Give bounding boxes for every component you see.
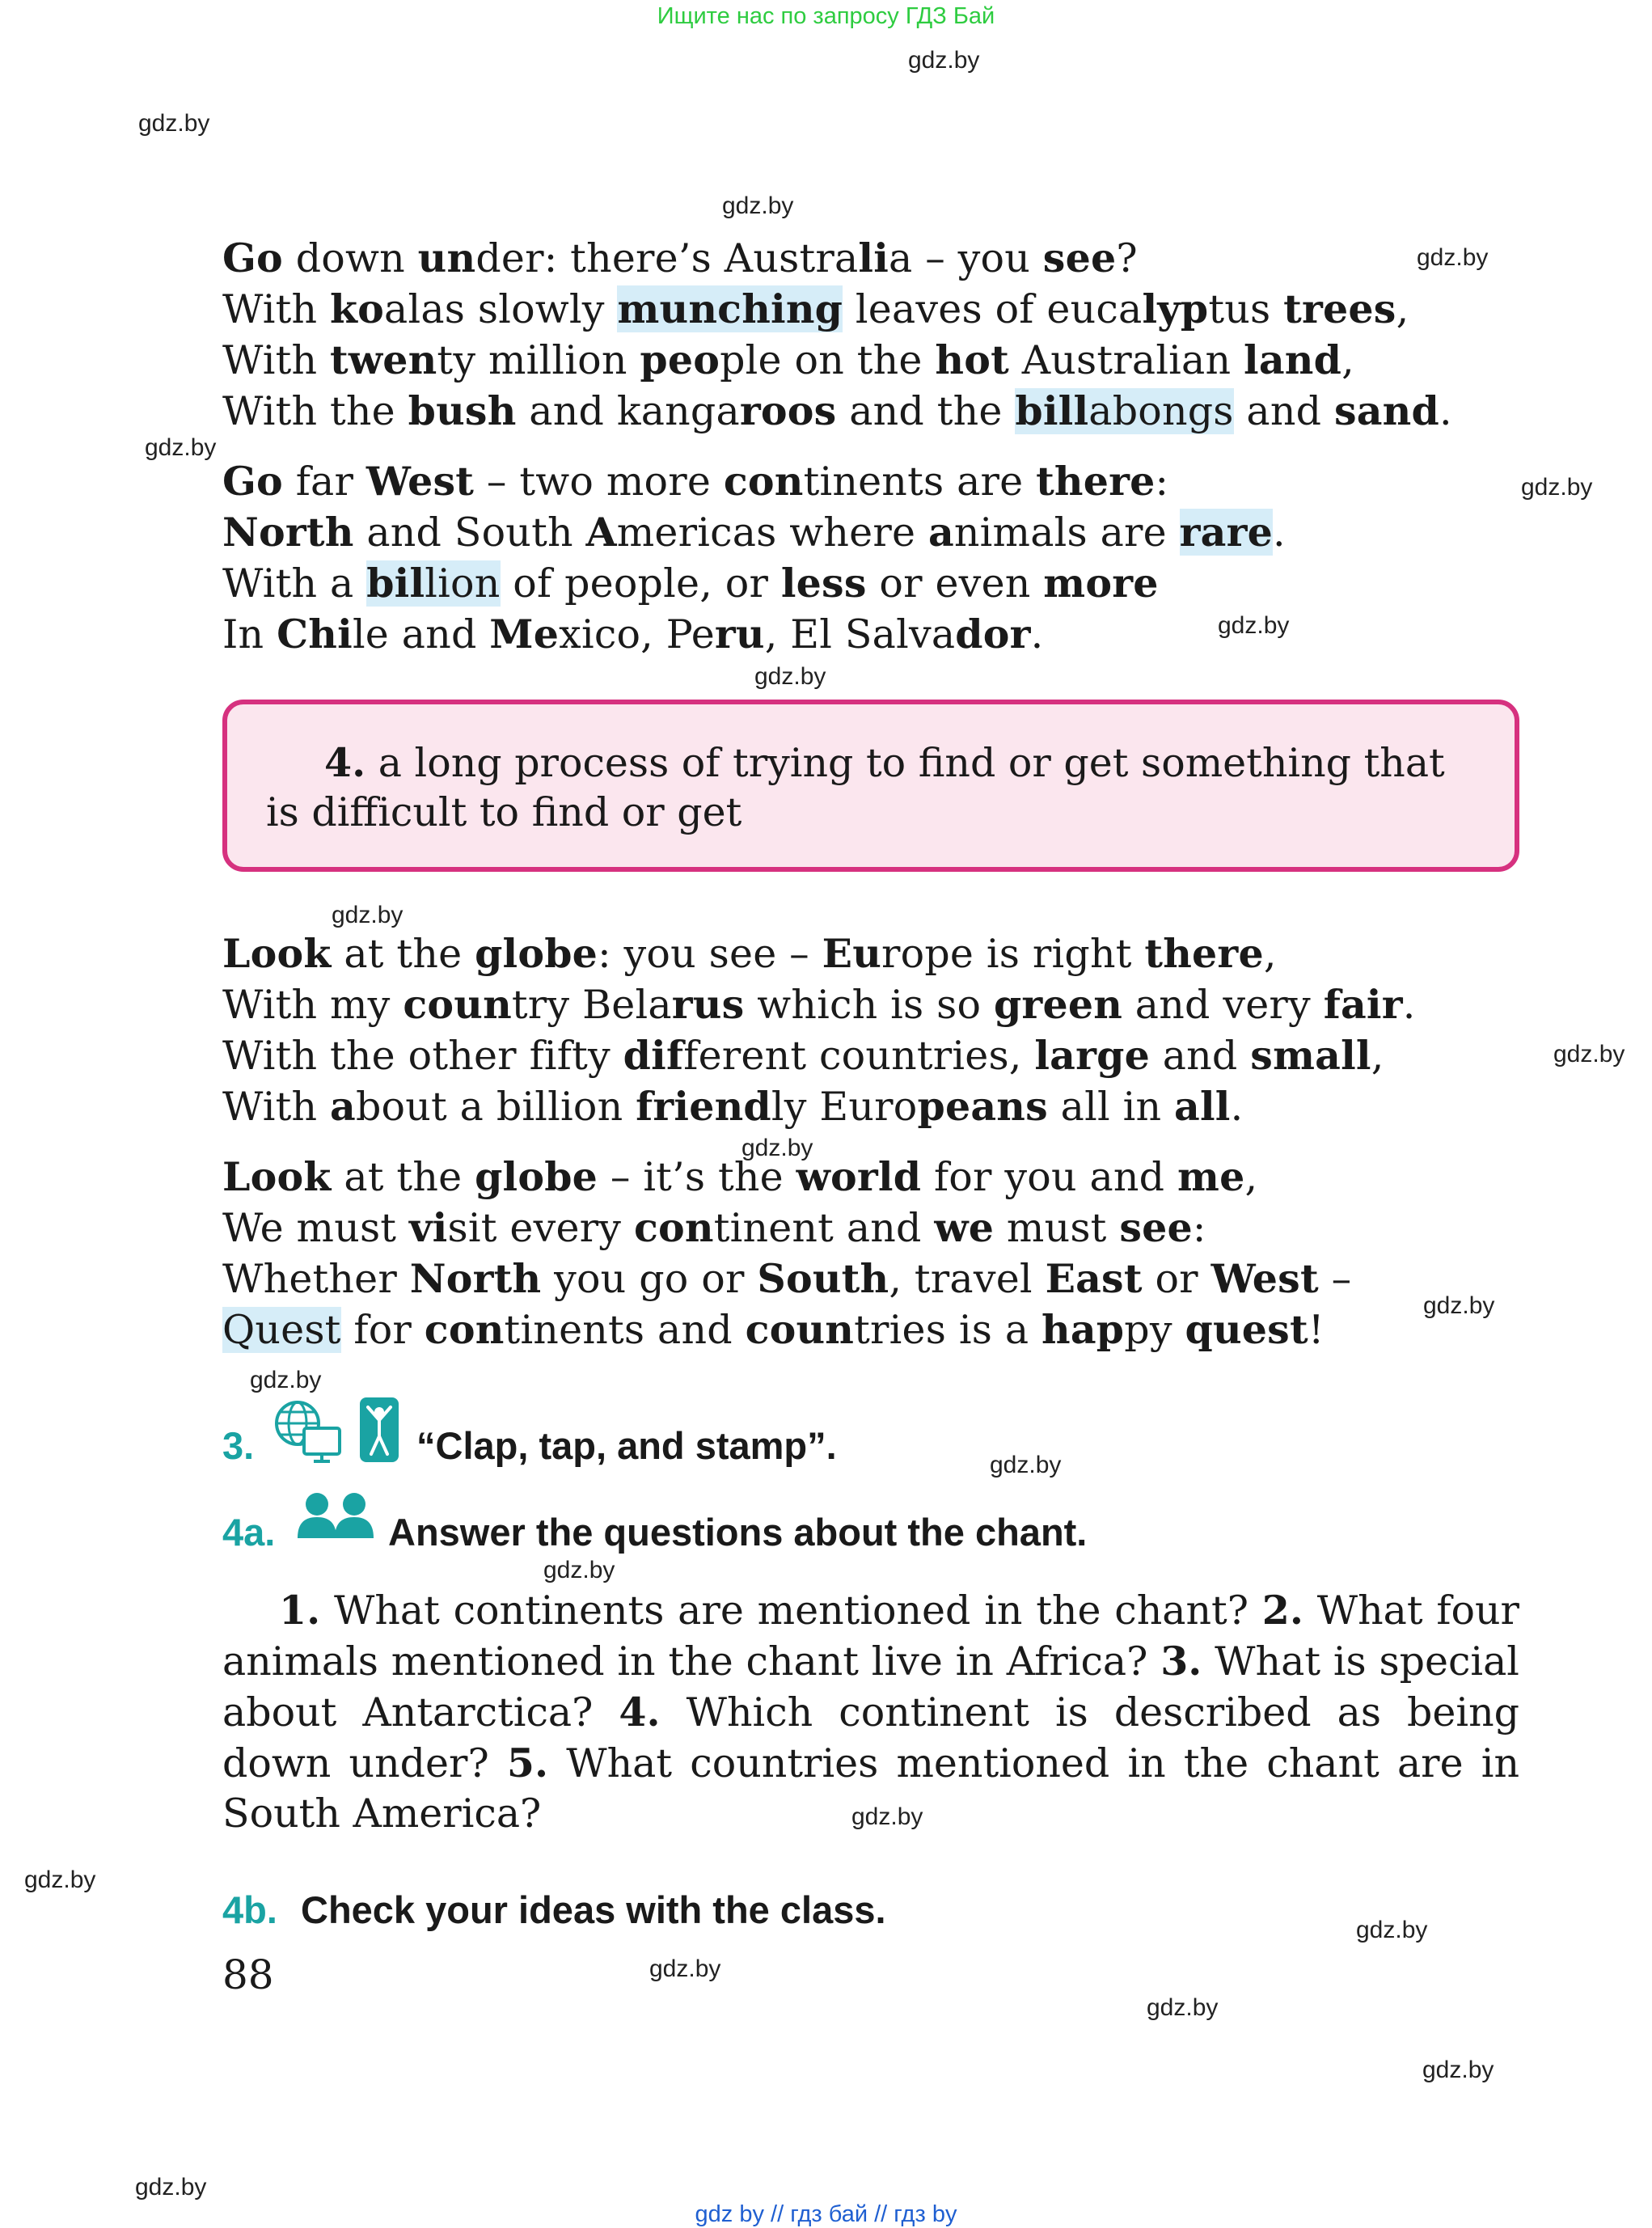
stressed-syllable: coun [403,981,512,1028]
watermark: gdz.by [722,192,794,219]
stressed-syllable: Look [222,1153,332,1200]
text-segment: Which continent is described as being [660,1689,1519,1735]
stressed-syllable: A [585,509,617,556]
stressed-syllable: land [1244,336,1342,383]
text-segment: With the [222,388,408,434]
stressed-syllable: less [780,560,867,607]
text-segment: : [1192,1205,1206,1251]
poem-line [222,1204,1206,1251]
text-segment: . [1439,388,1452,434]
task-4a-text: Answer the questions about the chant. [388,1511,1088,1554]
watermark: gdz.by [908,47,980,74]
stressed-syllable: North [222,509,354,556]
stressed-syllable: li [858,235,889,281]
stressed-syllable: peo [640,336,720,383]
watermark: gdz.by [1147,1994,1219,2021]
text-segment: We must [222,1205,409,1251]
poem-line [222,285,1409,332]
text-segment: nimals are [953,509,1180,556]
stressed-syllable: ru [714,611,765,657]
stressed-syllable: con [424,1306,505,1353]
text-segment: for you and [921,1154,1178,1200]
task-3-number: 3. [222,1424,255,1467]
text-segment: , [1341,337,1354,383]
text-segment: bout a billion [355,1084,636,1130]
watermark: gdz.by [24,1867,96,1893]
watermark: gdz.by [135,2174,207,2201]
text-segment: far [282,459,366,505]
text-segment: : you see – [598,931,822,977]
text-segment: . [1030,611,1044,657]
text-segment: tinents and [504,1307,746,1353]
definition-number: 4. [324,739,366,786]
watermark: gdz.by [1417,244,1489,271]
stressed-syllable: Go [222,458,283,505]
text-segment: With the other fifty [222,1033,623,1079]
text-segment: and very [1122,982,1324,1028]
stressed-syllable: see [1042,235,1117,281]
stressed-syllable: world [796,1153,922,1200]
text-segment: With my [222,982,403,1028]
stressed-syllable: trees [1283,285,1396,332]
highlighted-word: billion [366,560,501,607]
stressed-syllable: large [1034,1032,1150,1079]
stressed-syllable: there [1144,930,1264,977]
text-segment: try Bela [511,982,672,1028]
question-line [279,1587,1519,1634]
text-segment: What countries mentioned in the chant are in [548,1740,1519,1786]
watermark: gdz.by [332,902,403,928]
dancing-person-icon [358,1396,400,1464]
text-segment: tinent and [713,1205,935,1251]
stressed-syllable: 5. [506,1740,549,1786]
text-segment: alas slowly [384,286,618,332]
poem-line [222,387,1452,434]
definition-text: a long process of trying to find or get something that [365,740,1445,786]
stressed-syllable: East [1045,1255,1143,1302]
text-segment: , [1263,931,1277,977]
stressed-syllable: rus [671,981,745,1028]
text-segment: What four [1303,1588,1519,1634]
bottom-banner[interactable]: gdz by // гдз бай // гдз by [695,2201,957,2227]
stressed-syllable: we [934,1204,995,1251]
text-segment: der: there’s Austra [475,235,859,281]
watermark: gdz.by [1356,1917,1428,1943]
stressed-syllable: Go [222,235,283,281]
task-4b-text: Check your ideas with the class. [301,1888,886,1931]
stressed-syllable: Look [222,930,332,977]
watermark: gdz.by [990,1452,1062,1478]
question-line [222,1790,1519,1837]
poem-line [222,930,1277,977]
text-segment: and kanga [516,388,740,434]
text-segment: and [1233,388,1334,434]
text-segment: down [282,235,418,281]
text-segment: and [1149,1033,1251,1079]
text-segment: all in [1047,1084,1175,1130]
top-banner[interactable]: Ищите нас по запросу ГДЗ Бай [657,3,995,29]
text-segment: South America? [222,1790,542,1837]
page-number: 88 [222,1951,274,1998]
text-segment: – two more [474,459,724,505]
stressed-syllable: fair [1323,981,1403,1028]
text-segment: tus [1208,286,1284,332]
text-segment: : [1155,459,1169,505]
stressed-syllable: con [723,458,804,505]
text-segment: Australian [1008,337,1244,383]
poem-line [222,235,1138,281]
question-line [222,1740,1519,1786]
text-segment: , El Salva [764,611,956,657]
text-segment: With a [222,560,367,607]
watermark: gdz.by [1423,1292,1495,1319]
stressed-syllable: see [1119,1204,1193,1251]
watermark: gdz.by [145,434,217,461]
text-segment: about Antarctica? [222,1689,619,1735]
text-segment: tinents are [803,459,1037,505]
text-segment: ly Euro [771,1084,918,1130]
stressed-syllable: con [633,1204,714,1251]
watermark: gdz.by [754,663,826,690]
text-segment: and South [353,509,586,556]
poem-line [222,1306,1325,1353]
stressed-syllable: bush [408,387,517,434]
watermark: gdz.by [250,1367,322,1393]
text-segment: py [1124,1307,1185,1353]
stressed-syllable: 3. [1160,1638,1202,1685]
text-segment: of people, or [500,560,781,607]
text-segment: . [1272,509,1286,556]
text-segment: – [1318,1256,1352,1302]
text-segment: ple on the [720,337,936,383]
highlighted-word: munching [617,285,843,332]
stressed-syllable: coun [745,1306,855,1353]
stressed-syllable: 2. [1261,1587,1303,1634]
text-segment: and the [836,388,1016,434]
question-line [222,1689,1519,1735]
stressed-syllable: South [757,1255,889,1302]
watermark: gdz.by [1553,1041,1625,1067]
text-segment: ferent countries, [683,1033,1035,1079]
text-segment: ! [1308,1307,1325,1353]
stressed-syllable: a [927,509,954,556]
watermark: gdz.by [851,1803,923,1830]
globe-computer-icon [273,1399,343,1464]
text-segment: down under? [222,1740,507,1786]
stressed-syllable: small [1250,1032,1371,1079]
task-3-text: “Clap, tap, and stamp”. [416,1424,837,1467]
text-segment: rope is right [881,931,1145,977]
watermark: gdz.by [649,1955,721,1982]
watermark: gdz.by [1422,2057,1494,2083]
stressed-syllable: quest [1185,1306,1308,1353]
stressed-syllable: 1. [279,1587,321,1634]
text-segment: a – you [889,235,1043,281]
stressed-syllable: Eu [822,930,882,977]
stressed-syllable: dif [623,1032,684,1079]
text-segment: leaves of euca [843,286,1143,332]
text-segment: With [222,1084,330,1130]
stressed-syllable: there [1036,458,1156,505]
text-segment: With [222,286,330,332]
stressed-syllable: sand [1333,387,1439,434]
stressed-syllable: un [417,235,476,281]
stressed-syllable: more [1043,560,1159,607]
poem-line [222,336,1354,383]
text-segment: What is special [1202,1638,1519,1685]
text-segment: you go or [541,1256,758,1302]
poem-line [222,560,1159,607]
question-line [222,1638,1519,1685]
text-segment: , [1396,286,1409,332]
text-segment: animals mentioned in the chant live in Africa? [222,1638,1161,1685]
text-segment: – it’s the [598,1154,796,1200]
stressed-syllable: Me [489,611,560,657]
task-4a-number: 4a. [222,1511,276,1554]
text-segment: for [340,1307,425,1353]
stressed-syllable: all [1174,1083,1231,1130]
stressed-syllable: green [993,981,1123,1028]
poem-line [222,1153,1257,1200]
highlighted-word: billabongs [1015,387,1234,434]
definition-line-1 [324,739,1445,786]
text-segment: sit every [447,1205,634,1251]
stressed-syllable: twen [330,336,437,383]
text-segment: mericas where [616,509,928,556]
text-segment: or even [866,560,1044,607]
stressed-syllable: lyp [1142,285,1209,332]
stressed-syllable: hot [935,336,1009,383]
definition-line-2: is difficult to find or get [266,789,742,835]
watermark: gdz.by [543,1557,615,1583]
stressed-syllable: ko [330,285,385,332]
text-segment: which is so [744,982,994,1028]
poem-line [222,1032,1384,1079]
poem-line [222,509,1286,556]
task-4b-number: 4b. [222,1888,277,1931]
stressed-syllable: globe [475,930,598,977]
stressed-syllable: West [1210,1255,1319,1302]
stressed-syllable: friend [636,1083,771,1130]
highlighted-word: rare [1179,509,1273,556]
text-segment: , [1371,1033,1384,1079]
watermark: gdz.by [741,1135,813,1161]
watermark: gdz.by [138,110,210,137]
stressed-syllable: North [409,1255,542,1302]
definition-box [222,700,1519,872]
text-segment: at the [331,1154,475,1200]
text-segment: tries is a [854,1307,1042,1353]
poem-line [222,458,1168,505]
stressed-syllable: 4. [619,1689,661,1735]
text-segment: In [222,611,277,657]
text-segment: Whether [222,1256,410,1302]
watermark: gdz.by [1218,612,1290,639]
poem-line [222,1083,1243,1130]
text-segment: . [1402,982,1416,1028]
poem-line [222,1255,1351,1302]
text-segment: , [1244,1154,1258,1200]
text-segment: le and [352,611,490,657]
stressed-syllable: vi [408,1204,448,1251]
text-segment: ? [1116,235,1138,281]
text-segment: With [222,337,330,383]
pair-people-icon [298,1491,374,1540]
watermark: gdz.by [1521,474,1593,501]
text-segment: What continents are mentioned in the chant? [320,1588,1262,1634]
text-segment: . [1230,1084,1244,1130]
stressed-syllable: me [1177,1153,1245,1200]
stressed-syllable: a [330,1083,356,1130]
stressed-syllable: dor [955,611,1031,657]
text-segment: at the [331,931,475,977]
text-segment: , travel [889,1256,1046,1302]
stressed-syllable: Chi [277,611,353,657]
stressed-syllable: hap [1041,1306,1125,1353]
text-segment: must [994,1205,1120,1251]
text-segment: or [1142,1256,1211,1302]
stressed-syllable: peans [917,1083,1048,1130]
stressed-syllable: globe [475,1153,598,1200]
stressed-syllable: West [365,458,475,505]
text-segment: ty million [437,337,640,383]
stressed-syllable: roos [739,387,837,434]
poem-line [222,611,1043,657]
highlighted-word: Quest [222,1307,341,1353]
poem-line [222,981,1416,1028]
text-segment: xico, Pe [559,611,715,657]
